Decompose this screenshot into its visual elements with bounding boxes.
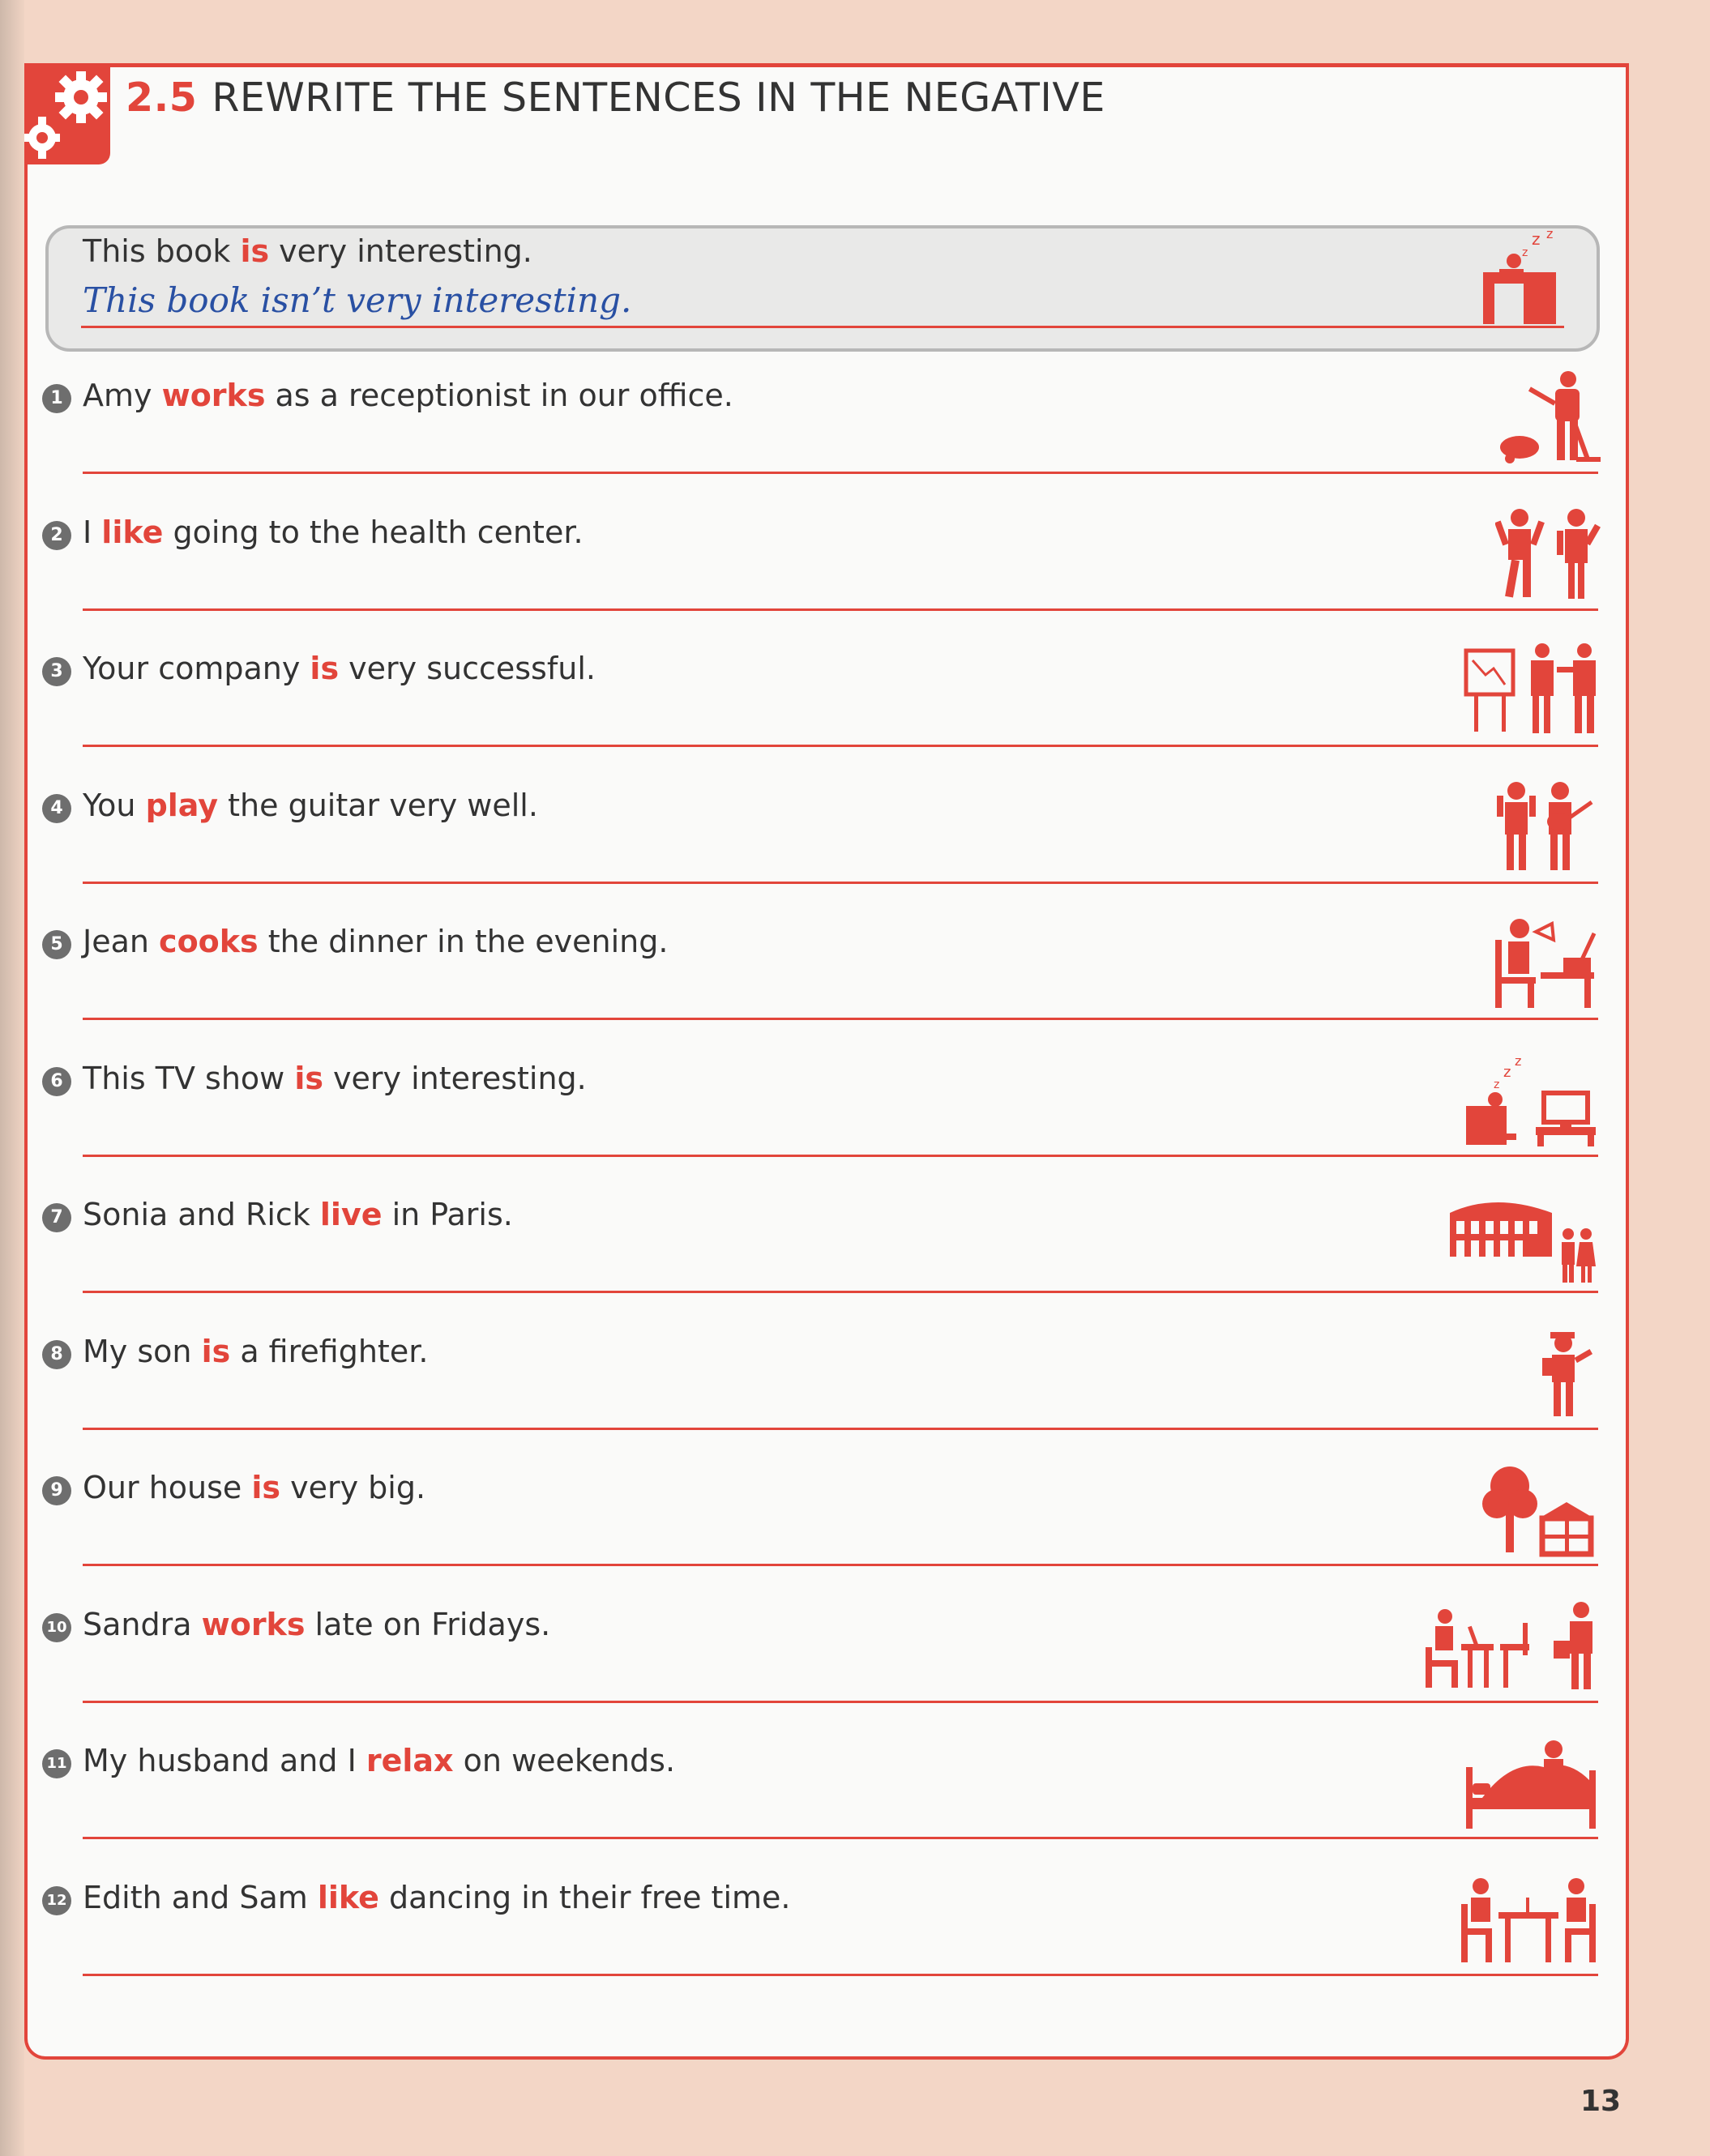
example-text-before: This book: [83, 233, 241, 269]
item-text-before: Sonia and Rick: [83, 1197, 320, 1232]
item-sentence: [83, 378, 733, 413]
answer-line[interactable]: [83, 472, 1598, 474]
item-sentence: [83, 924, 668, 959]
answer-line[interactable]: [83, 1564, 1598, 1566]
item-number-badge: 9: [42, 1476, 71, 1505]
item-text-before: Edith and Sam: [83, 1880, 318, 1915]
page-number: 13: [1580, 2085, 1622, 2118]
item-text-before: Amy: [83, 378, 162, 413]
office-desks-icon: [1422, 1599, 1601, 1699]
item-text-before: Jean: [83, 924, 160, 959]
answer-line[interactable]: [83, 1291, 1598, 1293]
tree-and-small-house-icon: [1479, 1462, 1601, 1562]
item-number-badge: 7: [42, 1203, 71, 1232]
item-sentence: [83, 651, 596, 686]
exercise-number: 2.5: [126, 75, 198, 121]
item-text-after: late on Fridays.: [305, 1607, 551, 1642]
item-sentence: [83, 1061, 587, 1096]
item-sentence: [83, 514, 584, 550]
item-keyword: is: [310, 651, 340, 686]
svg-text:z: z: [1522, 246, 1528, 259]
sleeping-tv-viewer-icon: [1463, 1052, 1601, 1153]
exercise-heading: [126, 75, 1105, 121]
answer-line[interactable]: [83, 1155, 1598, 1157]
page-binding-edge: [0, 0, 24, 2156]
item-text-after: very interesting.: [323, 1061, 587, 1096]
example-answer-line: [81, 326, 1564, 328]
exercise-badge: [24, 63, 110, 164]
exercise-title: REWRITE THE SENTENCES IN THE NEGATIVE: [212, 75, 1105, 121]
item-keyword: like: [317, 1880, 379, 1915]
answer-line[interactable]: [83, 1837, 1598, 1839]
answer-line[interactable]: [83, 1428, 1598, 1430]
item-keyword: works: [161, 378, 266, 413]
example-keyword: is: [240, 233, 270, 269]
item-keyword: cooks: [159, 924, 259, 959]
item-number-badge: 10: [42, 1613, 71, 1642]
item-number-badge: 8: [42, 1340, 71, 1369]
item-sentence: [83, 788, 538, 823]
example-sentence: [83, 233, 532, 269]
item-text-before: My husband and I: [83, 1743, 366, 1778]
colosseum-couple-icon: [1447, 1189, 1601, 1289]
item-text-after: as a receptionist in our office.: [265, 378, 733, 413]
example-text-after: very interesting.: [269, 233, 532, 269]
item-text-before: Sandra: [83, 1607, 202, 1642]
item-text-before: Our house: [83, 1470, 252, 1505]
item-sentence: [83, 1607, 550, 1642]
svg-text:z: z: [1515, 1053, 1522, 1069]
svg-text:z: z: [1503, 1064, 1511, 1081]
item-text-before: I: [83, 514, 102, 550]
item-text-before: This TV show: [83, 1061, 295, 1096]
item-number-badge: 3: [42, 657, 71, 686]
item-keyword: is: [201, 1334, 231, 1369]
child-icon: [1536, 1326, 1601, 1426]
person-eating-at-laptop-icon: [1487, 916, 1601, 1016]
dinner-table-couple-icon: [1458, 1872, 1601, 1972]
item-keyword: works: [201, 1607, 306, 1642]
item-text-after: dancing in their free time.: [378, 1880, 791, 1915]
panel-top-border: [24, 63, 1629, 67]
item-text-after: the dinner in the evening.: [258, 924, 669, 959]
guitar-player-icon: [1495, 779, 1601, 880]
item-text-after: a firefighter.: [230, 1334, 429, 1369]
item-text-after: in Paris.: [382, 1197, 513, 1232]
vacuum-cleaning-person-icon: [1495, 369, 1601, 470]
item-keyword: is: [294, 1061, 323, 1096]
item-text-before: You: [83, 788, 146, 823]
item-keyword: live: [319, 1197, 383, 1232]
item-keyword: like: [101, 514, 164, 550]
item-number-badge: 4: [42, 794, 71, 823]
item-keyword: relax: [366, 1743, 454, 1778]
item-text-after: on weekends.: [453, 1743, 676, 1778]
business-presentation-icon: [1463, 643, 1601, 743]
item-number-badge: 1: [42, 384, 71, 413]
answer-line[interactable]: [83, 1974, 1598, 1976]
answer-line[interactable]: [83, 1701, 1598, 1703]
item-sentence: [83, 1880, 791, 1915]
item-number-badge: 11: [42, 1749, 71, 1778]
example-answer: This book isn’t very interesting.: [83, 280, 632, 320]
item-number-badge: 12: [42, 1886, 71, 1915]
svg-text:z: z: [1494, 1078, 1500, 1091]
patient-and-doctor-icon: [1495, 506, 1601, 607]
answer-line[interactable]: [83, 608, 1598, 611]
item-text-before: My son: [83, 1334, 202, 1369]
item-number-badge: 5: [42, 930, 71, 959]
item-keyword: play: [145, 788, 219, 823]
item-keyword: is: [251, 1470, 281, 1505]
answer-line[interactable]: [83, 1018, 1598, 1020]
svg-text:z: z: [1546, 227, 1554, 241]
answer-line[interactable]: [83, 745, 1598, 747]
item-sentence: [83, 1334, 428, 1369]
item-text-after: very successful.: [339, 651, 596, 686]
person-in-bed-icon: [1463, 1735, 1601, 1835]
item-sentence: [83, 1743, 675, 1778]
sleeping-reader-icon: [1475, 227, 1564, 327]
item-text-before: Your company: [83, 651, 310, 686]
item-sentence: [83, 1197, 513, 1232]
item-text-after: the guitar very well.: [218, 788, 538, 823]
item-sentence: [83, 1470, 425, 1505]
answer-line[interactable]: [83, 882, 1598, 884]
gears-icon: [24, 63, 110, 164]
item-text-after: very big.: [280, 1470, 426, 1505]
svg-text:z: z: [1532, 229, 1541, 249]
item-number-badge: 2: [42, 521, 71, 550]
item-number-badge: 6: [42, 1067, 71, 1096]
item-text-after: going to the health center.: [163, 514, 584, 550]
